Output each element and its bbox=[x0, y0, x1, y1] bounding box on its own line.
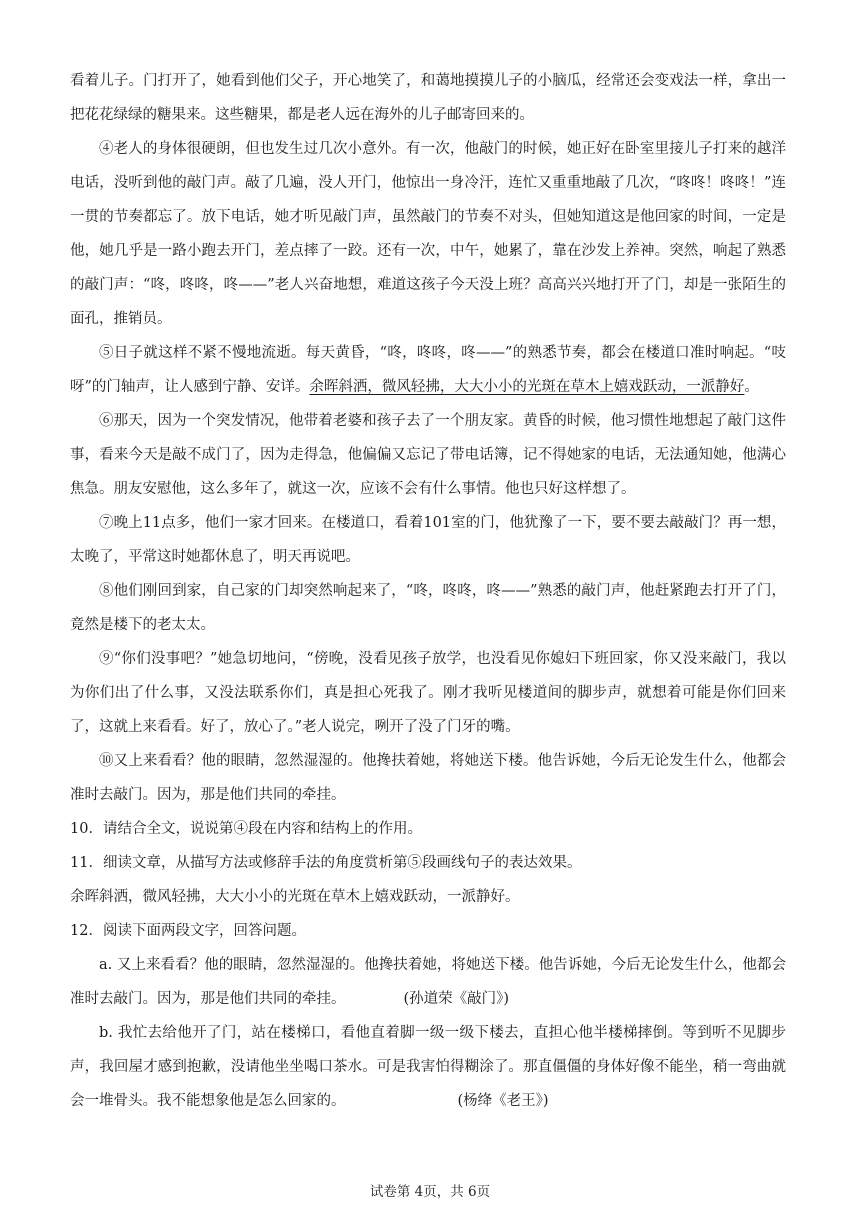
excerpt-a-source: (孙道荣《敲门》) bbox=[403, 991, 510, 1007]
excerpt-b-source: (杨绛《老王》) bbox=[457, 1093, 549, 1109]
excerpt-b-text: b. 我忙去给他开了门，站在楼梯口，看他直着脚一级一级下楼去，直担心他半楼梯摔倒。等到听不见脚步声，我回屋才感到抱歉，没请他坐坐喝口茶水。可是我害怕得糊涂了。那直僵僵的身体好像不能坐，稍一弯曲就会一堆骨头。我不能想象他是怎么回家的。 bbox=[70, 1025, 786, 1109]
question-12-excerpt-a bbox=[70, 948, 786, 1016]
page-footer: 试卷第 4页，共 6页 bbox=[369, 1184, 491, 1200]
question-12-excerpt-b bbox=[70, 1016, 786, 1118]
passage-paragraph-4: ④老人的身体很硬朗，但也发生过几次小意外。有一次，他敲门的时候，她正好在卧室里接儿子打来的越洋电话，没听到他的敲门声。敲了几遍，没人开门，他惊出一身冷汗，连忙又重重地敲了几次，“咚咚！咚咚！”连一贯的节奏都忘了。放下电话，她才听见敲门声，虽然敲门的节奏不对头，但她知道这是他回家的时间，一定是他，她几乎是一路小跑去开门，差点摔了一跤。还有一次，中午，她累了，靠在沙发上养神。突然，响起了熟悉的敲门声：“咚，咚咚，咚——”老人兴奋地想，难道这孩子今天没上班？高高兴兴地打开了门，却是一张陌生的面孔，推销员。 bbox=[70, 141, 786, 327]
question-11-quote: 余晖斜洒，微风轻拂，大大小小的光斑在草木上嬉戏跃动，一派静好。 bbox=[70, 889, 520, 905]
passage-paragraph-6: ⑥那天，因为一个突发情况，他带着老婆和孩子去了一个朋友家。黄昏的时候，他习惯性地想起了敲门这件事，看来今天是敲不成门了，因为走得急，他偏偏又忘记了带电话簿，记不得她家的电话，无法通知她，他满心焦急。朋友安慰他，这么多年了，就这一次，应该不会有什么事情。他也只好这样想了。 bbox=[70, 413, 786, 497]
passage-paragraph-10: ⑩又上来看看？他的眼睛，忽然湿湿的。他搀扶着她，将她送下楼。他告诉她，今后无论发生什么，他都会准时去敲门。因为，那是他们共同的牵挂。 bbox=[70, 753, 786, 803]
passage-paragraph-7: ⑦晚上11点多，他们一家才回来。在楼道口，看着101室的门，他犹豫了一下，要不要去敲敲门？再一想，太晚了，平常这时她都休息了，明天再说吧。 bbox=[70, 515, 786, 565]
page-content bbox=[70, 64, 786, 1118]
question-11: 11．细读文章，从描写方法或修辞手法的角度赏析第⑤段画线句子的表达效果。 bbox=[70, 855, 582, 871]
question-12: 12．阅读下面两段文字，回答问题。 bbox=[70, 923, 306, 939]
excerpt-a-text: a. 又上来看看？他的眼睛，忽然湿湿的。他搀扶着她，将她送下楼。他告诉她，今后无论发生什么，他都会准时去敲门。因为，那是他们共同的牵挂。 bbox=[70, 957, 786, 1007]
question-10: 10．请结合全文，说说第④段在内容和结构上的作用。 bbox=[70, 821, 422, 837]
passage-paragraph-intro: 看着儿子。门打开了，她看到他们父子，开心地笑了，和蔼地摸摸儿子的小脑瓜，经常还会变戏法一样，拿出一把花花绿绿的糖果来。这些糖果，都是老人远在海外的儿子邮寄回来的。 bbox=[70, 73, 786, 123]
underlined-sentence: 余晖斜洒，微风轻拂，大大小小的光斑在草木上嬉戏跃动，一派静好 bbox=[309, 379, 745, 395]
passage-paragraph-8: ⑧他们刚回到家，自己家的门却突然响起来了，“咚，咚咚，咚——”熟悉的敲门声，他赶紧跑去打开了门，竟然是楼下的老太太。 bbox=[70, 583, 786, 633]
paragraph-5-lead: ⑤日子就这样不紧不慢地流逝。每天黄昏，“咚，咚咚，咚——”的熟悉节奏，都会在楼道口准时响起。“吱呀”的门轴声，让人感到宁静、安详。 bbox=[70, 345, 786, 395]
passage-paragraph-9: ⑨“你们没事吧？”她急切地问，“傍晚，没看见孩子放学，也没看见你媳妇下班回家，你又没来敲门，我以为你们出了什么事，又没法联系你们，真是担心死我了。刚才我听见楼道间的脚步声，就想着可能是你们回来了，这就上来看看。好了，放心了。”老人说完，咧开了没了门牙的嘴。 bbox=[70, 651, 786, 735]
passage-paragraph-5 bbox=[70, 336, 786, 404]
paragraph-5-tail: 。 bbox=[744, 379, 759, 395]
